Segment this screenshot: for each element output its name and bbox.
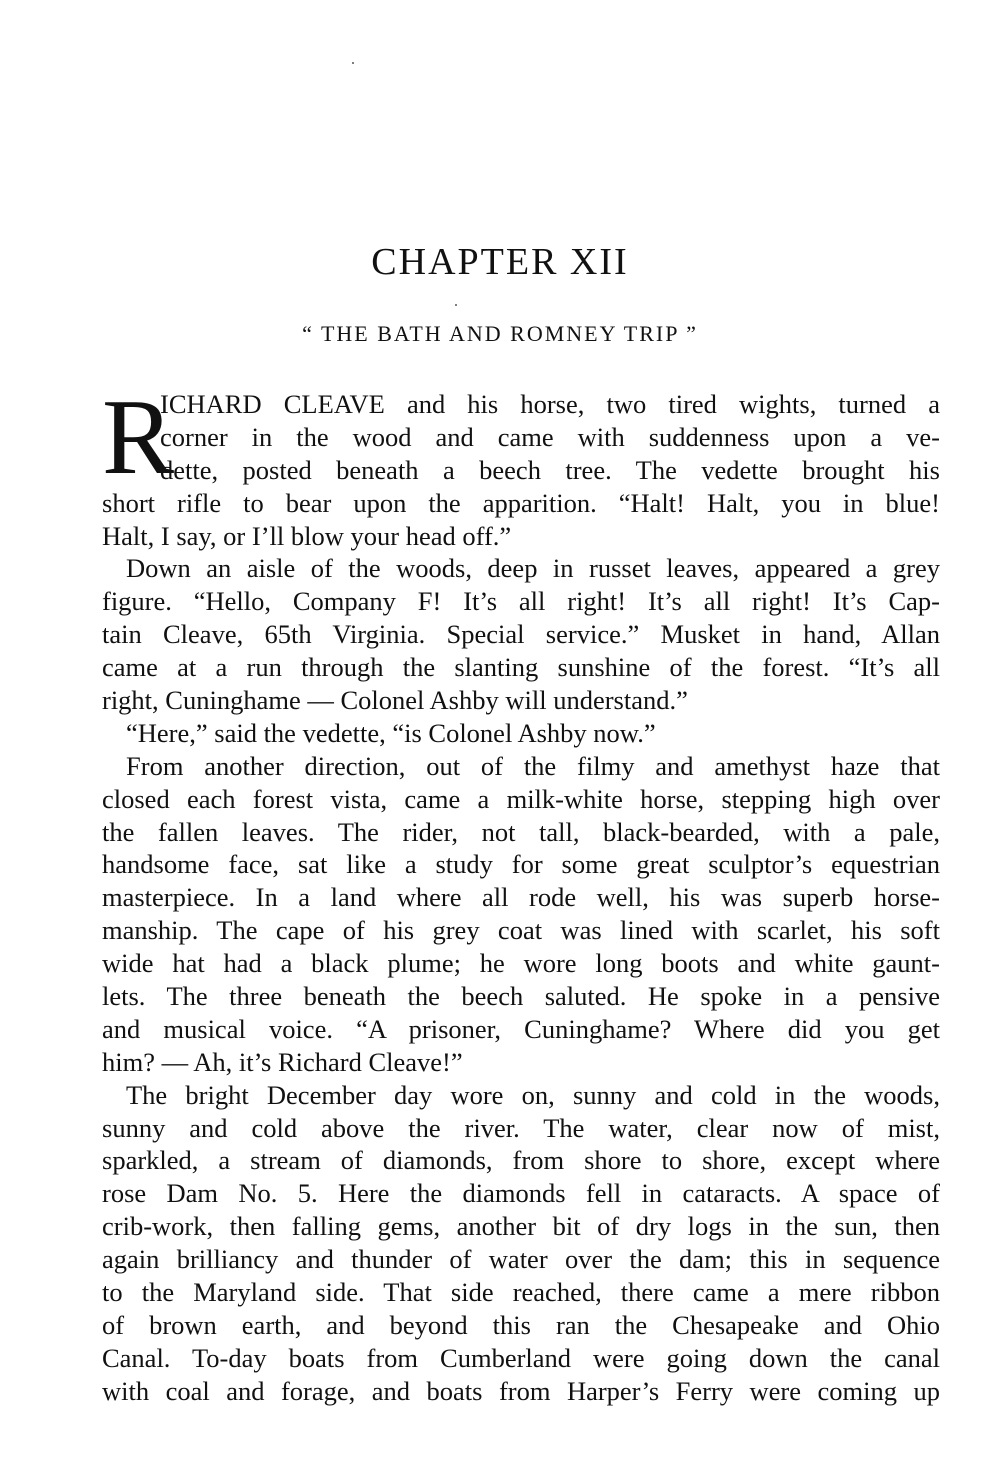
text-line: dette, posted beneath a beech tree. The vedette brought his [160, 454, 940, 485]
text-line: handsome face, sat like a study for some great sculptor’s equestrian [102, 849, 940, 880]
body-text [102, 378, 941, 1408]
text-line: The bright December day wore on, sunny and cold in the woods, [126, 1079, 940, 1110]
drop-cap: R [102, 378, 175, 497]
chapter-title: CHAPTER XII [371, 241, 629, 283]
text-line: him? — Ah, it’s Richard Cleave!” [102, 1046, 463, 1077]
text-line: rose Dam No. 5. Here the diamonds fell in cataracts. A space of [102, 1178, 940, 1209]
text-line: “Here,” said the vedette, “is Colonel Ashby now.” [126, 717, 656, 748]
text-line: Down an aisle of the woods, deep in russet leaves, appeared a grey [126, 553, 940, 584]
text-line: the fallen leaves. The rider, not tall, black-bearded, with a pale, [102, 816, 940, 847]
text-line: Halt, I say, or I’ll blow your head off.” [102, 520, 512, 551]
text-line: Canal. To-day boats from Cumberland were going down the canal [102, 1342, 940, 1373]
text-line: came at a run through the slanting sunshine of the forest. “It’s all [102, 652, 940, 683]
text-line: tain Cleave, 65th Virginia. Special service.” Musket in hand, Allan [102, 619, 940, 650]
text-line: short rifle to bear upon the apparition. “Halt! Halt, you in blue! [102, 487, 940, 518]
text-line: wide hat had a black plume; he wore long boots and white gaunt- [102, 948, 940, 979]
text-line: with coal and forage, and boats from Harper’s Ferry were coming up [102, 1375, 940, 1406]
text-line: corner in the wood and came with suddenness upon a ve- [160, 421, 940, 452]
text-line: lets. The three beneath the beech saluted. He spoke in a pensive [102, 981, 940, 1012]
print-speck [455, 304, 457, 306]
text-line: masterpiece. In a land where all rode well, his was superb horse- [102, 882, 940, 913]
text-line: to the Maryland side. That side reached, there came a mere ribbon [102, 1277, 940, 1308]
text-line: From another direction, out of the filmy and amethyst haze that [126, 750, 940, 781]
text-line: figure. “Hello, Company F! It’s all right! It’s all right! It’s Cap- [102, 586, 940, 617]
text-line: manship. The cape of his grey coat was lined with scarlet, his soft [102, 915, 940, 946]
text-line-content: and his horse, two tired wights, turned a [384, 389, 941, 419]
opening-word: ICHARD [160, 389, 262, 419]
text-line: right, Cuninghame — Colonel Ashby will understand.” [102, 685, 688, 716]
text-line: crib-work, then falling gems, another bit of dry logs in the sun, then [102, 1211, 940, 1242]
text-line: of brown earth, and beyond this ran the Chesapeake and Ohio [102, 1309, 940, 1340]
print-speck [352, 62, 354, 64]
character-name: CLEAVE [283, 389, 385, 419]
text-line [102, 388, 940, 421]
text-line: again brilliancy and thunder of water over the dam; this in sequence [102, 1244, 940, 1275]
chapter-subtitle: “ THE BATH AND ROMNEY TRIP ” [302, 321, 698, 346]
text-line: closed each forest vista, came a milk-white horse, stepping high over [102, 783, 940, 814]
text-line: sparkled, a stream of diamonds, from shore to shore, except where [102, 1145, 940, 1176]
text-line: and musical voice. “A prisoner, Cuninghame? Where did you get [102, 1013, 940, 1044]
text-line: sunny and cold above the river. The water, clear now of mist, [102, 1112, 940, 1143]
